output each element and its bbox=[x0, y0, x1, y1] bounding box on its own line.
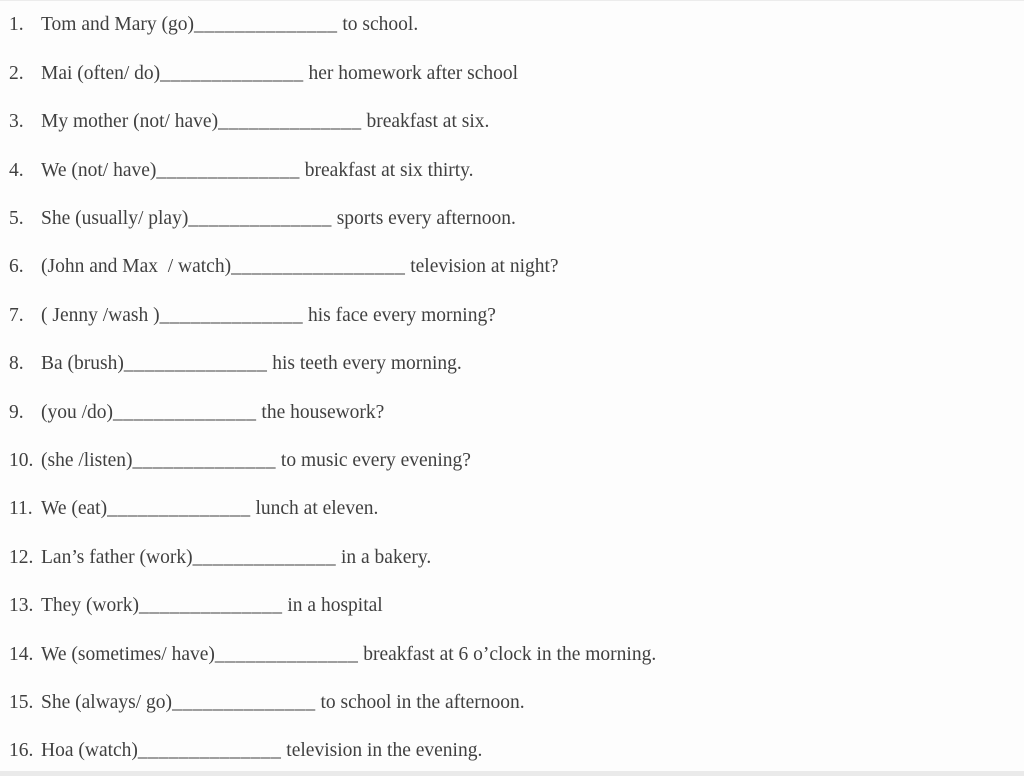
exercise-item bbox=[0, 98, 1024, 146]
page-edge bbox=[0, 771, 1024, 776]
answer-blank: _________________ bbox=[231, 256, 406, 278]
exercise-item bbox=[0, 340, 1024, 388]
item-text-before: We (eat) bbox=[41, 498, 108, 520]
exercise-item bbox=[0, 49, 1024, 97]
exercise-item bbox=[0, 388, 1024, 436]
exercise-list bbox=[0, 1, 1024, 775]
item-text-before: (she /listen) bbox=[41, 449, 133, 471]
exercise-item bbox=[0, 195, 1024, 243]
item-text-after: breakfast at six. bbox=[361, 111, 490, 133]
item-text-before: (John and Max / watch) bbox=[41, 256, 232, 278]
item-text-after: to school in the afternoon. bbox=[315, 691, 525, 713]
item-text-before: Tom and Mary (go) bbox=[41, 14, 194, 36]
item-text-after: sports every afternoon. bbox=[331, 208, 516, 229]
item-text-after: in a hospital bbox=[282, 595, 383, 617]
item-number: 15. bbox=[9, 691, 34, 713]
answer-blank: ______________ bbox=[156, 159, 300, 181]
item-number: 5. bbox=[9, 208, 24, 229]
item-text-before: ( Jenny /wash ) bbox=[41, 304, 160, 326]
answer-blank: ______________ bbox=[107, 498, 251, 520]
item-text-after: lunch at eleven. bbox=[250, 498, 379, 520]
answer-blank: ______________ bbox=[188, 208, 332, 229]
exercise-item bbox=[0, 678, 1024, 726]
item-number: 1. bbox=[9, 14, 24, 36]
item-text-after: television in the evening. bbox=[281, 740, 483, 762]
item-text-before: Lan’s father (work) bbox=[41, 546, 193, 568]
answer-blank: ______________ bbox=[214, 643, 359, 665]
answer-blank: ______________ bbox=[160, 62, 304, 84]
item-number: 11. bbox=[9, 498, 33, 520]
answer-blank: ______________ bbox=[193, 14, 338, 36]
item-text-before: Hoa (watch) bbox=[41, 740, 138, 762]
exercise-item bbox=[0, 533, 1024, 581]
answer-blank: ______________ bbox=[123, 353, 268, 375]
exercise-item bbox=[0, 1, 1024, 49]
answer-blank: ______________ bbox=[159, 304, 304, 326]
item-number: 8. bbox=[9, 353, 24, 375]
exercise-item bbox=[0, 243, 1024, 291]
answer-blank: ______________ bbox=[218, 111, 362, 133]
exercise-item bbox=[0, 146, 1024, 194]
item-number: 2. bbox=[9, 62, 24, 84]
item-number: 13. bbox=[9, 595, 34, 617]
exercise-item bbox=[0, 485, 1024, 533]
item-number: 3. bbox=[9, 111, 24, 133]
item-number: 9. bbox=[9, 401, 24, 423]
item-text-before: She (usually/ play) bbox=[41, 208, 189, 229]
item-text-after: to music every evening? bbox=[276, 449, 471, 471]
item-text-after: breakfast at 6 o’clock in the morning. bbox=[358, 643, 657, 665]
item-text-after: his face every morning? bbox=[303, 304, 496, 326]
item-text-after: in a bakery. bbox=[336, 546, 432, 568]
exercise-item bbox=[0, 582, 1024, 630]
item-text-before: They (work) bbox=[41, 595, 140, 617]
exercise-item bbox=[0, 727, 1024, 775]
item-text-after: to school. bbox=[337, 14, 419, 36]
answer-blank: ______________ bbox=[113, 401, 257, 423]
item-text-before: We (not/ have) bbox=[41, 159, 157, 181]
answer-blank: ______________ bbox=[192, 546, 337, 568]
exercise-item bbox=[0, 291, 1024, 339]
item-text-after: breakfast at six thirty. bbox=[299, 159, 474, 181]
answer-blank: ______________ bbox=[139, 595, 283, 617]
item-text-before: Mai (often/ do) bbox=[41, 62, 161, 84]
answer-blank: ______________ bbox=[132, 449, 277, 471]
answer-blank: ______________ bbox=[137, 740, 282, 762]
answer-blank: ______________ bbox=[172, 691, 316, 713]
item-text-after: the housework? bbox=[256, 401, 385, 423]
item-text-before: Ba (brush) bbox=[41, 353, 124, 375]
item-number: 12. bbox=[9, 546, 34, 568]
item-number: 14. bbox=[9, 643, 34, 665]
item-text-after: his teeth every morning. bbox=[267, 353, 462, 375]
item-text-before: She (always/ go) bbox=[41, 691, 173, 713]
item-text-before: My mother (not/ have) bbox=[41, 111, 219, 133]
item-number: 10. bbox=[9, 449, 34, 471]
item-number: 7. bbox=[9, 304, 24, 326]
item-text-after: television at night? bbox=[405, 256, 559, 278]
item-text-before: (you /do) bbox=[41, 401, 114, 423]
item-number: 6. bbox=[9, 256, 24, 278]
item-text-before: We (sometimes/ have) bbox=[41, 643, 215, 665]
exercise-item bbox=[0, 630, 1024, 678]
item-text-after: her homework after school bbox=[303, 62, 519, 84]
exercise-item bbox=[0, 437, 1024, 485]
item-number: 16. bbox=[9, 740, 34, 762]
item-number: 4. bbox=[9, 159, 24, 181]
